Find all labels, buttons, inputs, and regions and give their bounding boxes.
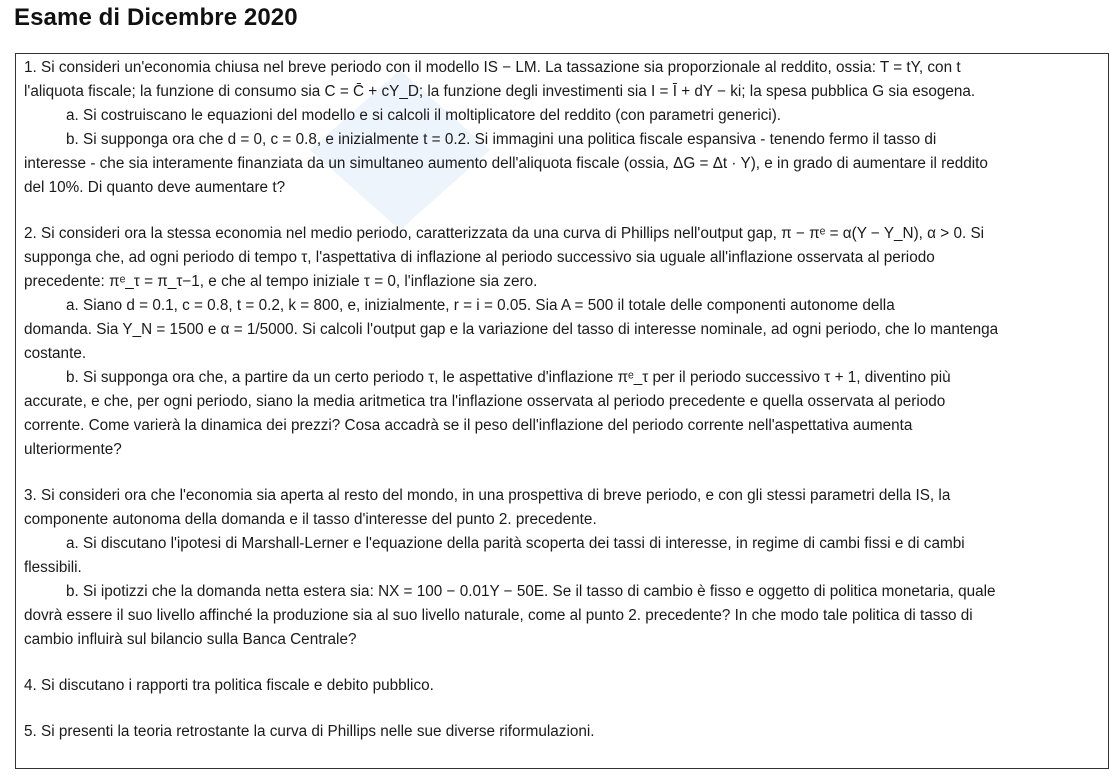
- q1b-line3: del 10%. Di quanto deve aumentare t?: [24, 179, 286, 196]
- q2a-line3: costante.: [24, 345, 87, 362]
- q1b-line2: interesse - che sia interamente finanziata da un simultaneo aumento dell'aliquota fiscale (ossia, ΔG = Δt · Y), e in grado di aumentare il reddito: [24, 155, 988, 172]
- page-title: Esame di Dicembre 2020: [14, 4, 298, 31]
- q3-line2: componente autonoma della domanda e il tasso d'interesse del punto 2. precedente.: [24, 511, 597, 528]
- q2b-line4: ulteriormente?: [24, 441, 122, 458]
- q2b-line3: corrente. Come varierà la dinamica dei prezzi? Cosa accadrà se il peso dell'inflazione del periodo corrente nell'aspettativa aumenta: [24, 417, 913, 434]
- q1-line2: l'aliquota fiscale; la funzione di consumo sia C = C̄ + cY_D; la funzione degli investimenti sia I = Ī + dY − ki; la spesa pubblica G sia esogena.: [24, 83, 976, 100]
- q3-line1: 3. Si consideri ora che l'economia sia aperta al resto del mondo, in una prospettiva di breve periodo, e con gli stessi parametri della IS, la: [24, 487, 951, 504]
- q3a-line2: flessibili.: [24, 559, 82, 576]
- q1b-line1: b. Si supponga ora che d = 0, c = 0.8, e inizialmente t = 0.2. Si immagini una politica fiscale espansiva - tenendo fermo il tasso di: [66, 131, 937, 148]
- q5: 5. Si presenti la teoria retrostante la curva di Phillips nelle sue diverse riformulazioni.: [24, 723, 595, 740]
- q4: 4. Si discutano i rapporti tra politica fiscale e debito pubblico.: [24, 677, 434, 694]
- q2-line2: supponga che, ad ogni periodo di tempo τ, l'aspettativa di inflazione al periodo successivo sia uguale all'inflazione osservata al periodo: [24, 249, 935, 266]
- q1-line1: 1. Si consideri un'economia chiusa nel breve periodo con il modello IS − LM. La tassazione sia proporzionale al reddito, ossia: T = tY, con t: [24, 59, 961, 76]
- q3a-line1: a. Si discutano l'ipotesi di Marshall-Lerner e l'equazione della parità scoperta dei tassi di interesse, in regime di cambi fissi e di cambi: [66, 535, 965, 552]
- q1a: a. Si costruiscano le equazioni del modello e si calcoli il moltiplicatore del reddito (con parametri generici).: [66, 107, 782, 124]
- q3b-line2: dovrà essere il suo livello affinché la produzione sia al suo livello naturale, come al punto 2. precedente? In che modo tale politica di tasso di: [24, 607, 973, 624]
- q3b-line1: b. Si ipotizzi che la domanda netta estera sia: NX = 100 − 0.01Y − 50E. Se il tasso di cambio è fisso e oggetto di politica monetaria, quale: [66, 583, 996, 600]
- q2b-line1: b. Si supponga ora che, a partire da un certo periodo τ, le aspettative d'inflazione πᵉ_τ per il periodo successivo τ + 1, diventino più: [66, 369, 951, 386]
- q2-line1: 2. Si consideri ora la stessa economia nel medio periodo, caratterizzata da una curva di Phillips nell'output gap, π − πᵉ = α(Y − Y_N), α > 0. Si: [24, 225, 985, 242]
- q2-line3: precedente: πᵉ_τ = π_τ−1, e che al tempo iniziale τ = 0, l'inflazione sia zero.: [24, 273, 538, 290]
- q3b-line3: cambio influirà sul bilancio sulla Banca Centrale?: [24, 631, 357, 648]
- q2b-line2: accurate, e che, per ogni periodo, siano la media aritmetica tra l'inflazione osservata al periodo precedente e quella osservata al periodo: [24, 393, 946, 410]
- exam-content: [24, 56, 1106, 744]
- q2a-line2: domanda. Sia Y_N = 1500 e α = 1/5000. Si calcoli l'output gap e la variazione del tasso di interesse nominale, ad ogni periodo, che lo mantenga: [24, 321, 999, 338]
- q2a-line1: a. Siano d = 0.1, c = 0.8, t = 0.2, k = 800, e, inizialmente, r = i = 0.05. Sia A = 500 il totale delle componenti autonome della: [66, 297, 895, 314]
